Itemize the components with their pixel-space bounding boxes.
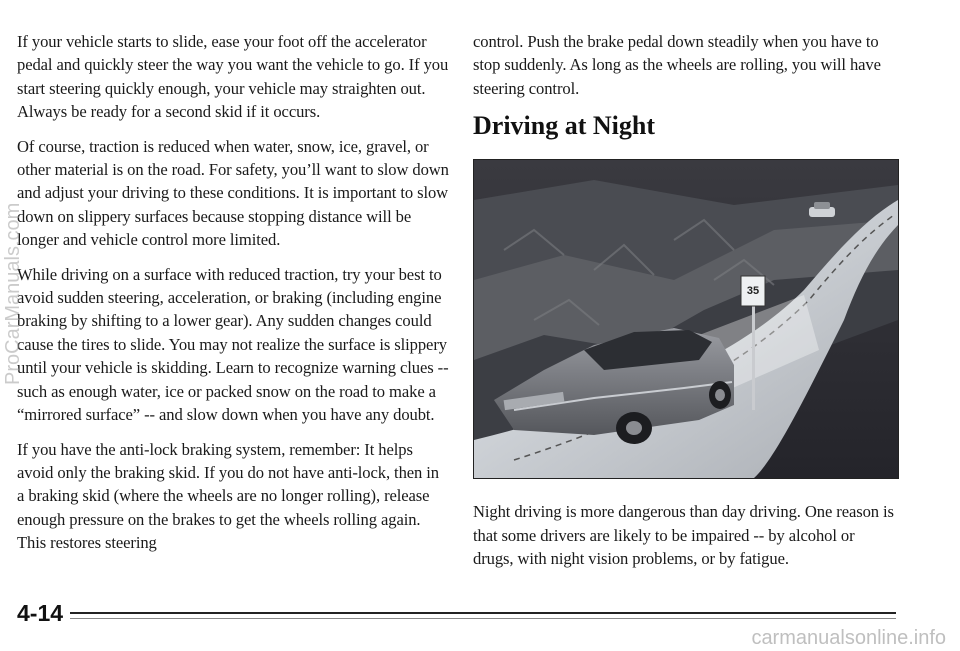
paragraph-continuation: control. Push the brake pedal down steadily when you have to stop suddenly. As long as the wheels are rolling, you will have steering control. [473,32,881,98]
watermark-vertical: ProCarManuals.com [2,202,24,385]
night-driving-illustration [473,159,899,479]
watermark-bottom: carmanualsonline.info [751,627,946,649]
speed-sign-value: 35 [746,285,760,298]
footer-rule-thin [70,618,896,619]
paragraph-night-driving: Night driving is more dangerous than day driving. One reason is that some drivers are likely to be impaired -- by alcohol or drugs, with night vision problems, or by fatigue. [473,502,894,569]
night-road-scene [474,160,898,478]
right-column [473,30,898,581]
section-heading: Driving at Night [473,111,655,141]
paragraph-reduced-traction: While driving on a surface with reduced traction, try your best to avoid sudden steering, acceleration, or braking (including engine braking by shifting to a lower gear). Any sudden changes could cause the tires to slide. You may not realize the surface is slippery until your vehicle is skidding. Learn to recognize warning clues -- such as enough water, ice or packed snow on the road to make a “mirrored surface” -- and slow down when you have any doubt. [17,264,449,425]
paragraph-anti-lock: If you have the anti-lock braking system, remember: It helps avoid only the braking skid. If you do not have anti-lock, then in a braking skid (where the wheels are no longer rolling), release enough pressure on the brakes to get the wheels rolling again. This restores steering [17,439,439,553]
paragraph-skid-recovery: If your vehicle starts to slide, ease your foot off the accelerator pedal and quickly steer the way you want the vehicle to go. If you start steering quickly enough, your vehicle may straighten out. Always be ready for a second skid if it occurs. [17,32,449,122]
footer-rule [70,612,896,614]
page-number: 4-14 [17,600,64,626]
left-column [17,30,449,566]
paragraph-traction: Of course, traction is reduced when water, snow, ice, gravel, or other material is on the road. For safety, you’ll want to slow down and adjust your driving to these conditions. It is important to slow down on slippery surfaces because stopping distance will be longer and vehicle control more limited. [17,136,449,250]
